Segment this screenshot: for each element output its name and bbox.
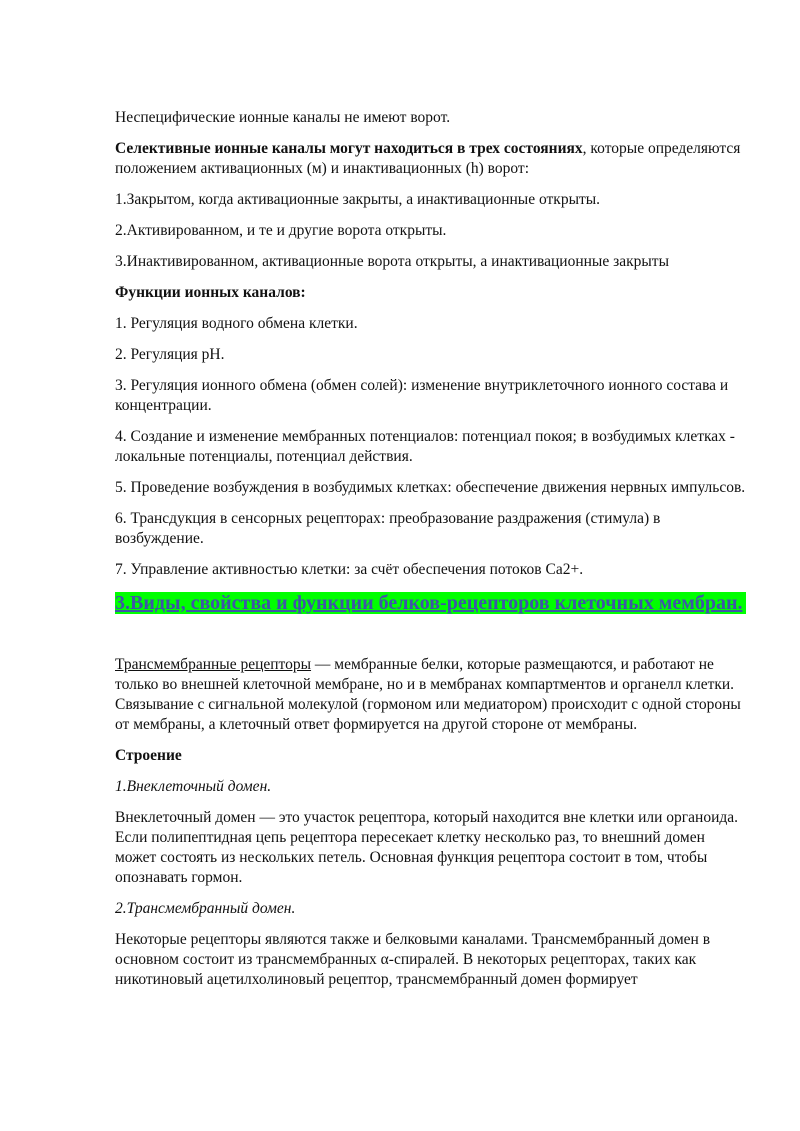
function-item-5: 5. Проведение возбуждения в возбудимых клетках: обеспечение движения нервных импульсов. <box>115 479 746 496</box>
state-activated: 2.Активированном, и те и другие ворота открыты. <box>115 222 447 239</box>
domain1-text: Внеклеточный домен — это участок рецептора, который находится вне клетки или органоида. Если полипептидная цепь рецептора пересекает клетку несколько раз, то внешний домен может состоять из нескольких петель. Основная функция рецептора состоит в том, чтобы опознавать гормон. <box>115 809 739 886</box>
domain2-title: 2.Трансмембранный домен. <box>115 900 296 917</box>
selective-channels-bold: Селективные ионные каналы могут находиться в трех состояниях <box>115 140 583 157</box>
section-heading-text: 3.Виды, свойства и функции белков-рецепторов клеточных мембран. <box>115 592 746 614</box>
structure-heading: Строение <box>115 747 182 764</box>
function-item-6: 6. Трансдукция в сенсорных рецепторах: преобразование раздражения (стимула) в возбуждение. <box>115 510 661 547</box>
functions-heading: Функции ионных каналов: <box>115 284 306 301</box>
paragraph-nonspecific-channels: Неспецифические ионные каналы не имеют ворот. <box>115 109 451 126</box>
state-inactivated: 3.Инактивированном, активационные ворота открыты, а инактивационные закрыты <box>115 253 669 270</box>
state-closed: 1.Закрытом, когда активационные закрыты, а инактивационные открыты. <box>115 191 601 208</box>
function-item-2: 2. Регуляция pH. <box>115 346 225 363</box>
function-item-3: 3. Регуляция ионного обмена (обмен солей): изменение внутриклеточного ионного состава и концентрации. <box>115 377 729 414</box>
receptors-definition: — мембранные белки, которые размещаются, и работают не только во внешней клеточной мембране, но и в мембранах компартментов и органелл клетки. Связывание с сигнальной молекулой (гормоном или медиатором) происходит с одной стороны от мембраны, а клеточный ответ формируется на другой стороне от мембраны. <box>115 656 741 733</box>
function-item-1: 1. Регуляция водного обмена клетки. <box>115 315 358 332</box>
function-item-4: 4. Создание и изменение мембранных потенциалов: потенциал покоя; в возбудимых клетках - локальные потенциалы, потенциал действия. <box>115 428 735 465</box>
function-item-7: 7. Управление активностью клетки: за счёт обеспечения потоков Ca2+. <box>115 561 584 578</box>
paragraph-selective-channels <box>115 139 747 179</box>
paragraph-transmembrane-receptors <box>115 655 747 735</box>
section-heading <box>115 591 747 615</box>
document-page <box>115 108 747 1001</box>
domain2-text: Некоторые рецепторы являются также и белковыми каналами. Трансмембранный домен в основном состоит из трансмембранных α-спиралей. В некоторых рецепторах, таких как никотиновый ацетилхолиновый рецептор, трансмембранный домен формирует <box>115 931 711 988</box>
receptors-term-link[interactable]: Трансмембранные рецепторы <box>115 656 312 673</box>
domain1-title: 1.Внеклеточный домен. <box>115 778 272 795</box>
selective-channels-rest: , которые определяются положением активационных (м) и инактивационных (h) ворот: <box>115 140 741 177</box>
